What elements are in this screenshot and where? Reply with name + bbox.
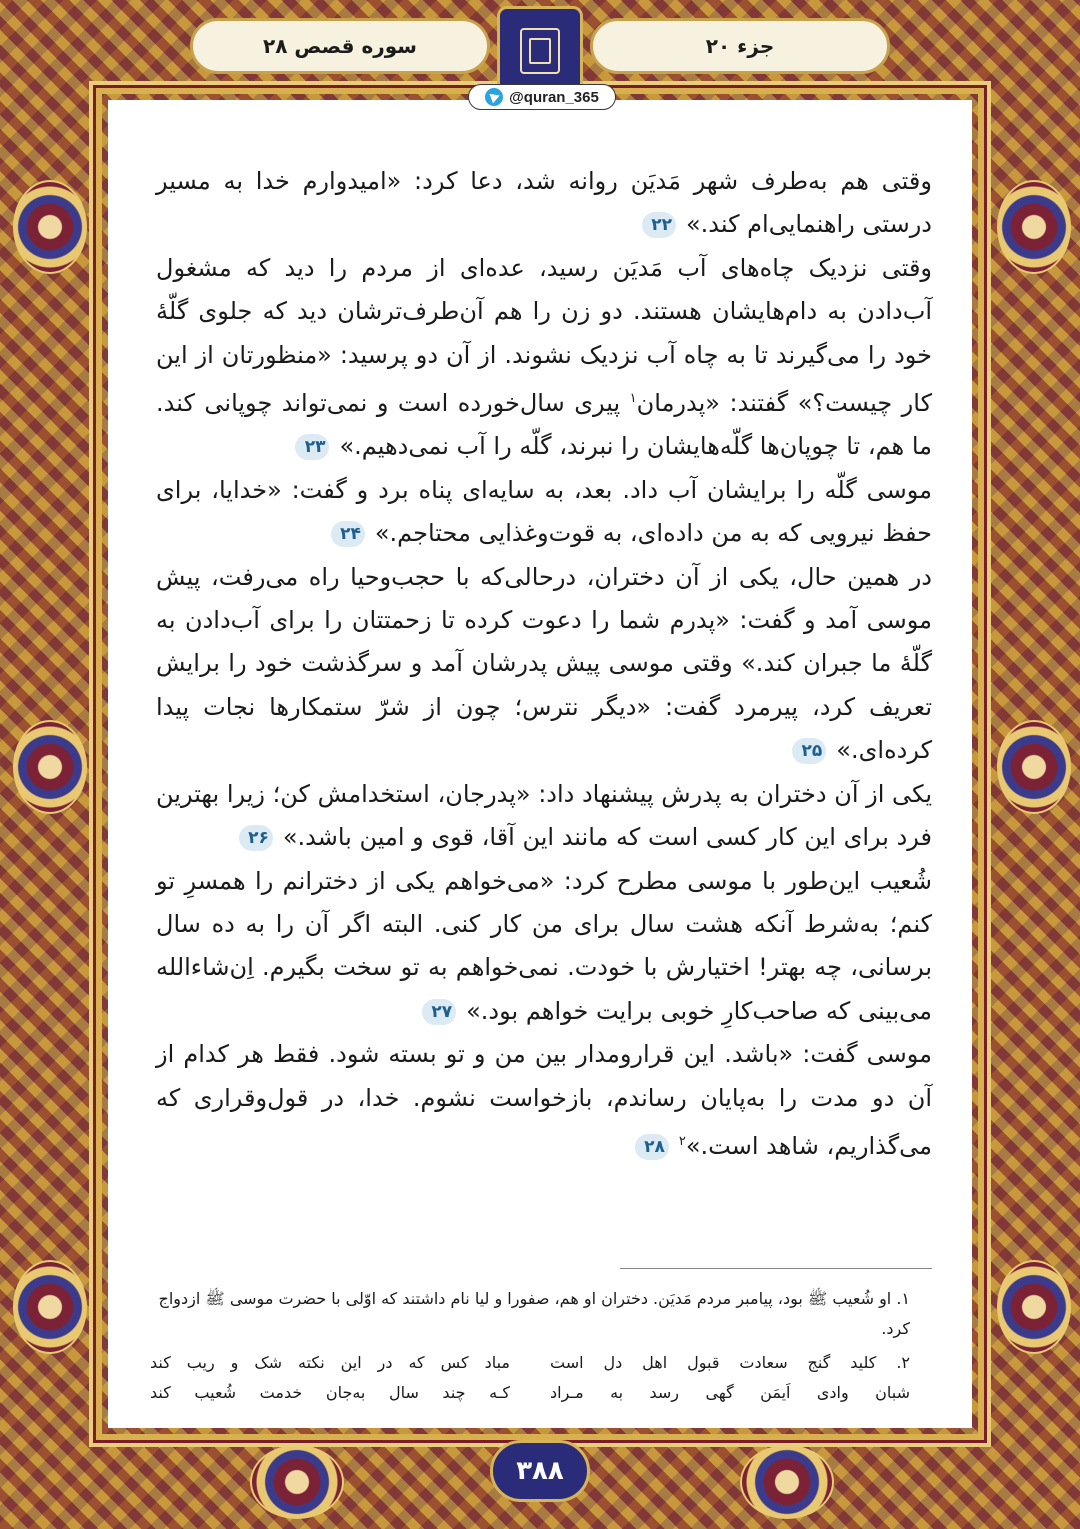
verse-26 [156,773,932,860]
surah-title [190,18,490,74]
footnote-1: ۱. او شُعیب ﷺ بود، پیامبر مردم مَدیَن. دختران او هم، صفورا و لیا نام داشتند که اوّلی با حضرت موسی ﷺ ازدواج کرد. [158,1289,910,1338]
poem-line: کـه چند سال به‌جان خدمت شُعیب کند [150,1383,510,1402]
verse-28 [156,1033,932,1168]
frame-medallion-right-mid [997,720,1071,814]
frame-medallion-right-bottom [997,1260,1071,1354]
poem-line: کلید گنج سعادت قبول اهل دل است [550,1353,877,1372]
ayah-number-badge: ۲۴ [331,521,365,547]
verse-text: در همین حال، یکی از آن دختران، درحالی‌که با حجب‌وحیا راه می‌رفت، پیش موسی آمد و گفت: «پدرم شما را دعوت کرده تا زحمتتان را برای آب‌دادن به گلّهٔ ما جبران کند.» وقتی موسی پیش پدرشان آمد و سرگذشت خود را برایش تعریف کرد، پیرمرد گفت: «دیگر نترس؛ چون از شرّ ستمکارها نجات پیدا کرده‌ای.» [156,562,932,765]
verse-23 [156,247,932,469]
verse-text: وقتی نزدیک چاه‌های آب مَدیَن رسید، عده‌ای از مردم را دید که مشغول آب‌دادن به دام‌هایشان هستند. دو زن را هم آن‌طرف‌ترشان دید که جلوی گلّهٔ خود را می‌گیرند تا به چاه آب نزدیک نشوند. از آن دو پرسید: «منظورتان از این کار چیست؟» گفتند: «پدرمان [156,253,932,418]
ayah-number-badge: ۲۲ [642,212,676,238]
verse-25 [156,556,932,773]
ayah-number-badge: ۲۸ [635,1134,669,1160]
footnote-2-poem [150,1348,910,1408]
page-number-text: ۳۸۸ [516,1456,564,1486]
verse-24 [156,469,932,556]
channel-handle[interactable]: @quran_365 [509,88,599,106]
verse-text: موسی گلّه را برایشان آب داد. بعد، به سایه‌ای پناه برد و گفت: «خدایا، برای حفظ نیرویی که به من داده‌ای، به قوت‌وغذایی محتاجم.» [156,475,932,548]
verse-text-area [156,160,932,1168]
frame-medallion-left-top [13,180,87,274]
ayah-number-badge: ۲۷ [422,999,456,1025]
page-number [490,1440,590,1502]
footnote-marker[interactable]: ۱ [629,391,637,407]
frame-medallion-bottom-right [740,1445,834,1519]
ayah-number-badge: ۲۶ [239,825,273,851]
channel-badge[interactable] [468,84,616,110]
poem-line: مباد کس که در این نکته شک و ریب کند [150,1353,510,1372]
footnote-2-number: ۲. [876,1353,911,1372]
ayah-number-badge: ۲۵ [792,738,826,764]
quran-logo [497,6,583,96]
verse-27 [156,860,932,1034]
juz-title-text: جزء ۲۰ [705,34,775,58]
poem-right-column [550,1348,910,1408]
logo-emblem-icon [520,28,560,74]
verse-text: شُعیب این‌طور با موسی مطرح کرد: «می‌خواهم یکی از دخترانم را همسرِ تو کنم؛ به‌شرط آنکه هشت سال برای من کار کنی. البته اگر آن را به ده سال برسانی، چه بهتر! اختیارش با خودت. نمی‌خواهم به تو سخت بگیرم. اِن‌شاءالله می‌بینی که صاحب‌کارِ خوبی برایت خواهم بود.» [156,866,932,1025]
frame-medallion-left-bottom [13,1260,87,1354]
frame-medallion-left-mid [13,720,87,814]
ayah-number-badge: ۲۳ [295,434,329,460]
verse-text: موسی گفت: «باشد. این قرارومدار بین من و تو بسته شود. فقط هر کدام از آن دو مدت را به‌پایان رساندم، بازخواست نشوم. خدا، در قول‌وقراری که می‌گذاریم، شاهد است.» [156,1040,932,1160]
verse-22 [156,160,932,247]
poem-left-column [150,1348,510,1408]
juz-title [590,18,890,74]
surah-title-text: سوره قصص ۲۸ [263,34,417,58]
telegram-icon [485,88,503,106]
footnotes [150,1284,910,1408]
frame-medallion-bottom-left [250,1445,344,1519]
verse-text-continued: پیری سال‌خورده است و نمی‌تواند چوپانی کند. ما هم، تا چوپان‌ها گلّه‌هایشان را نبرند، گلّه را آب نمی‌دهیم.» [156,389,932,461]
verse-text: وقتی هم به‌طرف شهر مَدیَن روانه شد، دعا کرد: «امیدوارم خدا به مسیر درستی راهنمایی‌ام کند.» [156,167,932,239]
footnote-marker[interactable]: ۲ [678,1133,686,1149]
poem-line: شبان وادی اَیمَن گهی رسد به مـراد [550,1383,910,1402]
frame-medallion-right-top [997,180,1071,274]
verse-text: یکی از آن دختران به پدرش پیشنهاد داد: «پدرجان، استخدامش کن؛ زیرا بهترین فرد برای این کار کسی است که مانند این آقا، قوی و امین باشد.» [156,779,932,852]
footnote-divider [620,1268,932,1269]
